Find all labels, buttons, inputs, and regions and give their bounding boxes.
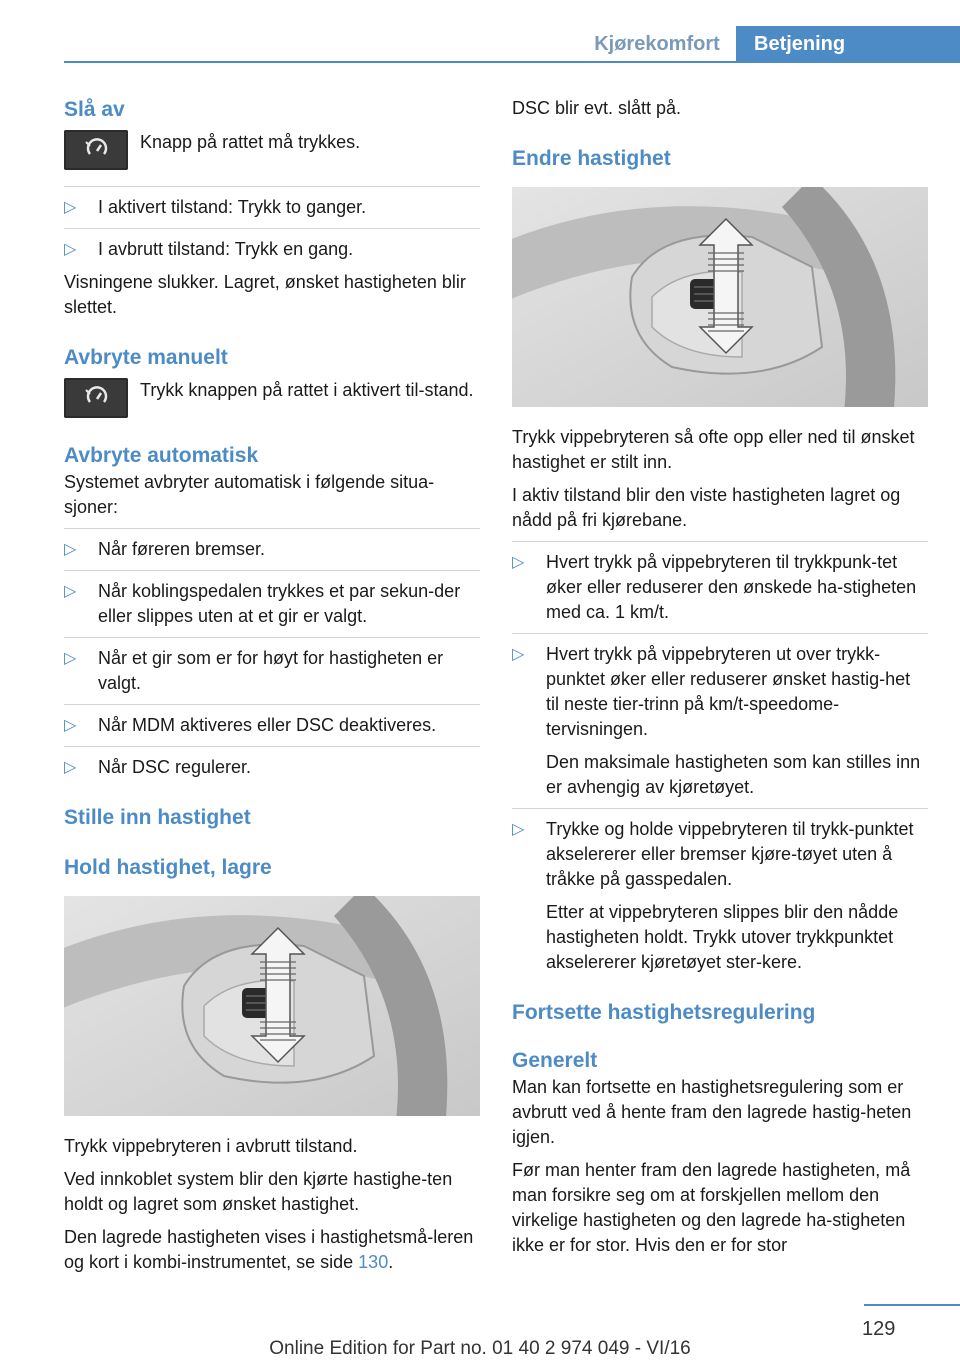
list-item: ▷ Når koblingspedalen trykkes et par sekun-der eller slippes uten at et gir er valgt.: [64, 581, 461, 626]
divider: [64, 704, 480, 705]
divider: [64, 570, 480, 571]
hold-paragraph-2: Ved innkoblet system blir den kjørte hastighe-ten holdt og lagret som ønsket hastighet.: [64, 1169, 453, 1214]
hold-paragraph-1: Trykk vippebryteren i avbrutt tilstand.: [64, 1136, 358, 1156]
divider: [64, 186, 480, 187]
triangle-bullet-icon: ▷: [64, 717, 77, 734]
cruise-control-button-icon: [64, 378, 128, 418]
triangle-bullet-icon: ▷: [64, 583, 77, 600]
auto-list: [64, 528, 480, 780]
list-item-note: Etter at vippebryteren slippes blir den nådde hastigheten holdt. Trykk utover trykkpunktet akselererer kjøretøyet ster-kere.: [546, 902, 899, 972]
avbryte-manuelt-row: [64, 378, 480, 418]
sla-av-after: Visningene slukker. Lagret, ønsket hastigheten blir slettet.: [64, 272, 466, 317]
heading-endre-hastighet: Endre hastighet: [512, 147, 671, 170]
triangle-bullet-icon: ▷: [64, 199, 77, 216]
page-reference-link[interactable]: 130: [358, 1252, 389, 1272]
divider: [512, 808, 928, 809]
list-item: ▷ Når DSC regulerer.: [64, 755, 480, 780]
list-item: ▷ Hvert trykk på vippebryteren til trykkpunk-tet øker eller reduserer den ønskede ha-stigheten med ca. 1 km/t.: [512, 552, 917, 622]
sla-av-list: [64, 186, 480, 262]
header-chapter-tab[interactable]: Betjening: [736, 26, 960, 62]
header-rule: [64, 61, 960, 63]
list-item: ▷ Når føreren bremser.: [64, 537, 480, 562]
steering-wheel-rocker-image: [512, 187, 928, 407]
triangle-bullet-icon: ▷: [512, 821, 525, 838]
divider: [512, 633, 928, 634]
sla-av-text: Knapp på rattet må trykkes.: [140, 132, 361, 152]
page-number-rule: [864, 1304, 960, 1306]
divider: [64, 637, 480, 638]
triangle-bullet-icon: ▷: [64, 650, 77, 667]
triangle-bullet-icon: ▷: [64, 759, 77, 776]
header-section-tab[interactable]: Kjørekomfort: [594, 33, 720, 55]
list-item: ▷ Hvert trykk på vippebryteren ut over trykk-punktet øker eller reduserer ønsket hastig-het til neste tier-trinn på km/t-speedome-tervisningen. Den maksimale hastigheten som kan stilles inn er avhengig av kjøretøyet.: [512, 642, 928, 800]
steering-wheel-rocker-image: [64, 896, 480, 1116]
generelt-paragraph-1: Man kan fortsette en hastighetsregulering som er avbrutt ved å hente fram den lagrede hastig-heten igjen.: [512, 1077, 912, 1147]
list-item: ▷ I aktivert tilstand: Trykk to ganger.: [64, 195, 480, 220]
divider: [64, 746, 480, 747]
list-item: ▷ I avbrutt tilstand: Trykk en gang.: [64, 237, 480, 262]
endre-paragraph-2: I aktiv tilstand blir den viste hastigheten lagret og nådd på fri kjørebane.: [512, 485, 901, 530]
heading-generelt: Generelt: [512, 1049, 598, 1072]
endre-list: [512, 541, 928, 975]
divider: [64, 228, 480, 229]
sla-av-row: [64, 130, 480, 170]
generelt-paragraph-2: Før man henter fram den lagrede hastigheten, må man forsikre seg om at forskjellen mellom den virkelige hastigheten og den lagrede ha-stigheten ikke er for stor. Hvis den er for stor: [512, 1160, 911, 1255]
avbryte-manuelt-text: Trykk knappen på rattet i aktivert til-stand.: [140, 380, 474, 400]
list-item: ▷ Når MDM aktiveres eller DSC deaktiveres.: [64, 713, 480, 738]
left-column: [64, 96, 480, 1283]
triangle-bullet-icon: ▷: [512, 554, 525, 571]
list-item-note: Den maksimale hastigheten som kan stilles inn er avhengig av kjøretøyet.: [546, 752, 921, 797]
list-item: ▷ Når et gir som er for høyt for hastigheten er valgt.: [64, 648, 444, 693]
heading-hold-hastighet: Hold hastighet, lagre: [64, 856, 272, 879]
hold-paragraph-3: Den lagrede hastigheten vises i hastighetsmå-leren og kort i kombi-instrumentet, se side 130.: [64, 1227, 474, 1272]
page-header: [0, 0, 960, 62]
right-column: [512, 96, 928, 1266]
triangle-bullet-icon: ▷: [512, 646, 525, 663]
page-number: 129: [862, 1318, 896, 1340]
heading-stille-inn: Stille inn hastighet: [64, 806, 251, 829]
triangle-bullet-icon: ▷: [64, 541, 77, 558]
heading-fortsette: Fortsette hastighetsregulering: [512, 1001, 816, 1024]
divider: [512, 541, 928, 542]
dsc-text: DSC blir evt. slått på.: [512, 98, 682, 118]
heading-avbryte-automatisk: Avbryte automatisk: [64, 444, 259, 467]
cruise-control-button-icon: [64, 130, 128, 170]
divider: [64, 528, 480, 529]
triangle-bullet-icon: ▷: [64, 241, 77, 258]
avbryte-auto-text: Systemet avbryter automatisk i følgende situa-sjoner:: [64, 472, 435, 517]
heading-avbryte-manuelt: Avbryte manuelt: [64, 346, 228, 369]
endre-paragraph-1: Trykk vippebryteren så ofte opp eller ned til ønsket hastighet er stilt inn.: [512, 427, 915, 472]
footer-edition: Online Edition for Part no. 01 40 2 974 049 - VI/16: [269, 1338, 691, 1359]
heading-sla-av: Slå av: [64, 98, 125, 121]
list-item: ▷ Trykke og holde vippebryteren til trykk-punktet akselererer eller bremser kjøre-tøyet uten å tråkke på gasspedalen. Etter at vippebryteren slippes blir den nådde hastigheten holdt. Trykk utover trykkpunktet akselererer kjøretøyet ster-kere.: [512, 817, 928, 975]
